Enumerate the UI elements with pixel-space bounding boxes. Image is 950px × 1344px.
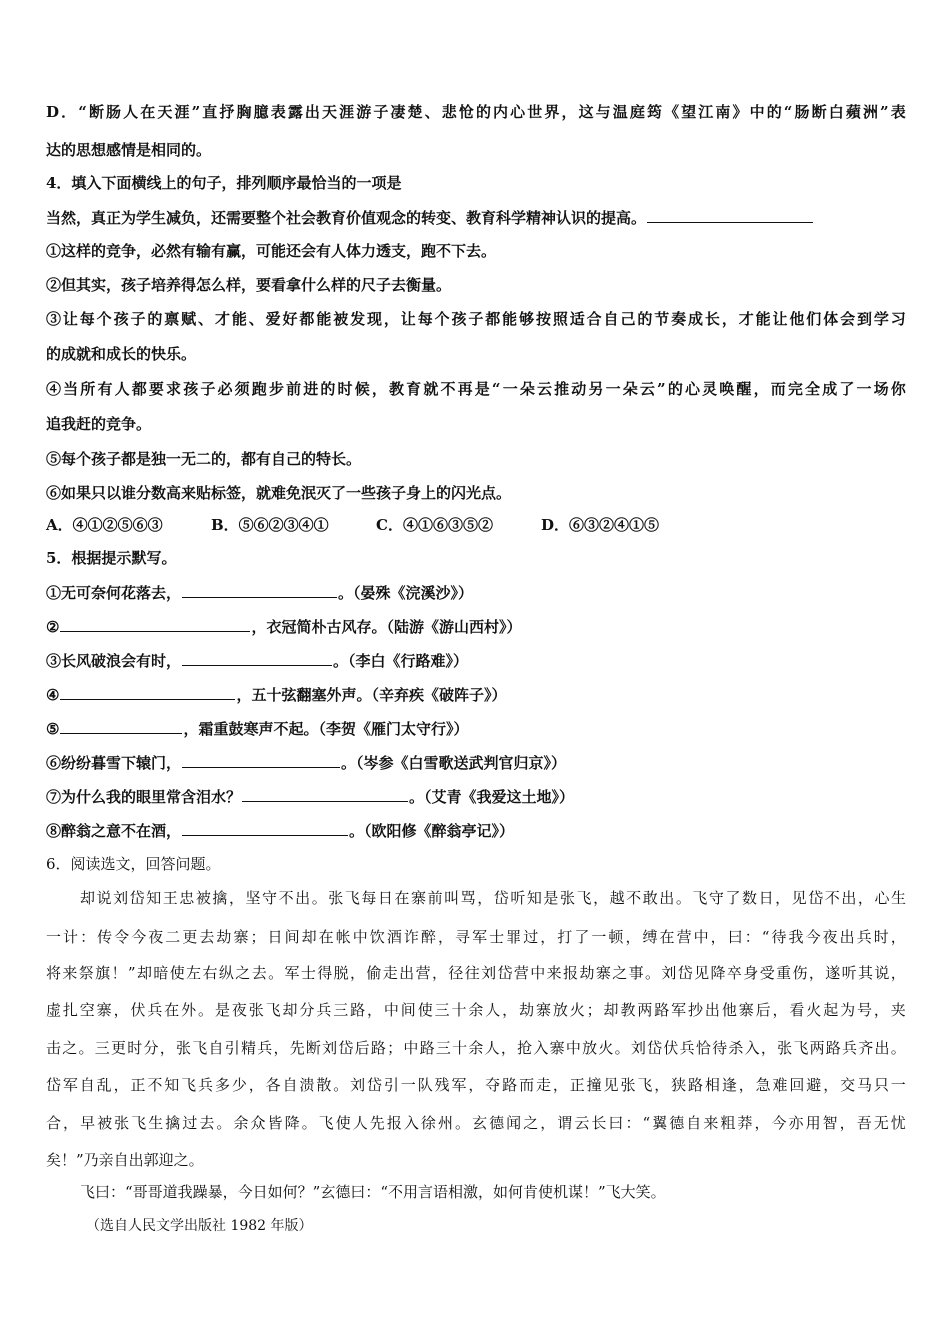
q5-item-4 xyxy=(46,685,506,704)
q4-option-d: D．⑥③②④①⑤ xyxy=(541,516,660,534)
q4-sentence-6: ⑥如果只以谁分数高来贴标签，就难免泯灭了一些孩子身上的闪光点。 xyxy=(46,484,512,502)
q5-item-2 xyxy=(46,617,521,636)
q6-passage-line-7: 合，早被张飞生擒过去。余众皆降。飞使人先报入徐州。玄德闻之，谓云长曰：“翼德自来粗莽，今亦用智，吾无忧 xyxy=(46,1114,906,1132)
q5-item-1 xyxy=(46,583,473,602)
q5-item-3-blank xyxy=(182,651,332,666)
q5-item-5-before: ⑤ xyxy=(46,720,60,738)
q4-sentence-3-line1: ③让每个孩子的禀赋、才能、爱好都能被发现，让每个孩子都能够按照适合自己的节奏成长，才能让他们体会到学习 xyxy=(46,310,906,328)
q4-title: 4．填入下面横线上的句子，排列顺序最恰当的一项是 xyxy=(46,174,402,192)
q4-options xyxy=(46,516,659,534)
q4-stem xyxy=(46,208,814,227)
q5-item-8-blank xyxy=(182,821,348,836)
q6-title: 6．阅读选文，回答问题。 xyxy=(46,855,221,873)
q5-item-6-after: 。（岑参《白雪歌送武判官归京》） xyxy=(341,754,567,772)
q5-item-8-before: ⑧醉翁之意不在酒， xyxy=(46,822,182,840)
q5-item-8 xyxy=(46,821,514,840)
q4-sentence-3-line2: 的成就和成长的快乐。 xyxy=(46,345,197,363)
q5-item-5-blank xyxy=(60,719,182,734)
q6-passage-line-5: 击之。三更时分，张飞自引精兵，先断刘岱后路；中路三十余人，抢入寨中放火。刘岱伏兵恰待杀入，张飞两路兵齐出。 xyxy=(46,1039,906,1057)
q4-sentence-1: ①这样的竞争，必然有输有赢，可能还会有人体力透支，跑不下去。 xyxy=(46,242,497,260)
q5-item-7-blank xyxy=(242,787,408,802)
q5-item-7-after: 。（艾青《我爱这土地》） xyxy=(409,788,575,806)
q6-passage-line-2: 一计：传令今夜二更去劫寨；日间却在帐中饮酒诈醉，寻军士罪过，打了一顿，缚在营中，曰：“待我今夜出兵时， xyxy=(46,928,906,946)
q5-item-3-before: ③长风破浪会有时， xyxy=(46,652,182,670)
q5-item-6 xyxy=(46,753,566,772)
q4-answer-blank xyxy=(647,208,813,223)
q5-item-1-blank xyxy=(182,583,337,598)
q3-option-d-line1: D．“断肠人在天涯”直抒胸臆表露出天涯游子凄楚、悲怆的内心世界，这与温庭筠《望江南》中的“肠断白蘋洲”表 xyxy=(46,103,906,121)
q5-title: 5．根据提示默写。 xyxy=(46,549,177,567)
q5-item-3 xyxy=(46,651,468,670)
q5-item-3-after: 。（李白《行路难》） xyxy=(333,652,469,670)
q6-source-note: （选自人民文学出版社 1982 年版） xyxy=(86,1218,313,1234)
q5-item-6-blank xyxy=(182,753,340,768)
q5-item-5 xyxy=(46,719,468,738)
q5-item-4-before: ④ xyxy=(46,686,60,704)
q6-passage-line-8: 矣！”乃亲自出郭迎之。 xyxy=(46,1151,204,1169)
q5-item-4-blank xyxy=(60,685,235,700)
q4-option-c: C．④①⑥③⑤② xyxy=(376,516,493,534)
q3-option-d-line2: 达的思想感情是相同的。 xyxy=(46,141,212,159)
q4-option-b: B．⑤⑥②③④① xyxy=(211,516,329,534)
q4-sentence-4-line2: 追我赶的竞争。 xyxy=(46,415,152,433)
q5-item-2-before: ② xyxy=(46,618,60,636)
q5-item-7-before: ⑦为什么我的眼里常含泪水？ xyxy=(46,788,242,806)
q5-item-7 xyxy=(46,787,574,806)
q5-item-8-after: 。（欧阳修《醉翁亭记》） xyxy=(349,822,515,840)
q4-stem-text: 当然，真正为学生减负，还需要整个社会教育价值观念的转变、教育科学精神认识的提高。 xyxy=(46,209,647,227)
q6-passage-line-1: 却说刘岱知王忠被擒，坚守不出。张飞每日在寨前叫骂，岱听知是张飞，越不敢出。飞守了数日，见岱不出，心生 xyxy=(80,889,906,907)
q6-passage-line-4: 虚扎空寨，伏兵在外。是夜张飞却分兵三路，中间使三十余人，劫寨放火；却教两路军抄出他寨后，看火起为号，夹 xyxy=(46,1001,906,1019)
q6-passage-line-3: 将来祭旗！”却暗使左右纵之去。军士得脱，偷走出营，径往刘岱营中来报劫寨之事。刘岱见降卒身受重伤，遂听其说， xyxy=(46,964,906,982)
q4-option-a: A．④①②⑤⑥③ xyxy=(46,516,163,534)
q4-sentence-5: ⑤每个孩子都是独一无二的，都有自己的特长。 xyxy=(46,450,362,468)
q4-sentence-4-line1: ④当所有人都要求孩子必须跑步前进的时候，教育就不再是“一朵云推动另一朵云”的心灵唤醒，而完全成了一场你 xyxy=(46,380,906,398)
q5-item-6-before: ⑥纷纷暮雪下辕门， xyxy=(46,754,182,772)
q5-item-1-before: ①无可奈何花落去， xyxy=(46,584,182,602)
q5-item-2-after: ，衣冠简朴古风存。（陆游《游山西村》） xyxy=(251,618,522,636)
q5-item-2-blank xyxy=(60,617,250,632)
q4-sentence-2: ②但其实，孩子培养得怎么样，要看拿什么样的尺子去衡量。 xyxy=(46,276,452,294)
q5-item-1-after: 。（晏殊《浣溪沙》） xyxy=(338,584,474,602)
q6-passage-paragraph-2: 飞曰：“哥哥道我躁暴，今日如何？”玄德曰：“不用言语相激，如何肯使机谋！”飞大笑。 xyxy=(80,1183,666,1201)
q5-item-4-after: ，五十弦翻塞外声。（辛弃疾《破阵子》） xyxy=(236,686,507,704)
q5-item-5-after: ，霜重鼓寒声不起。（李贺《雁门太守行》） xyxy=(183,720,469,738)
q6-passage-line-6: 岱军自乱，正不知飞兵多少，各自溃散。刘岱引一队残军，夺路而走，正撞见张飞，狭路相逢，急难回避，交马只一 xyxy=(46,1076,906,1094)
